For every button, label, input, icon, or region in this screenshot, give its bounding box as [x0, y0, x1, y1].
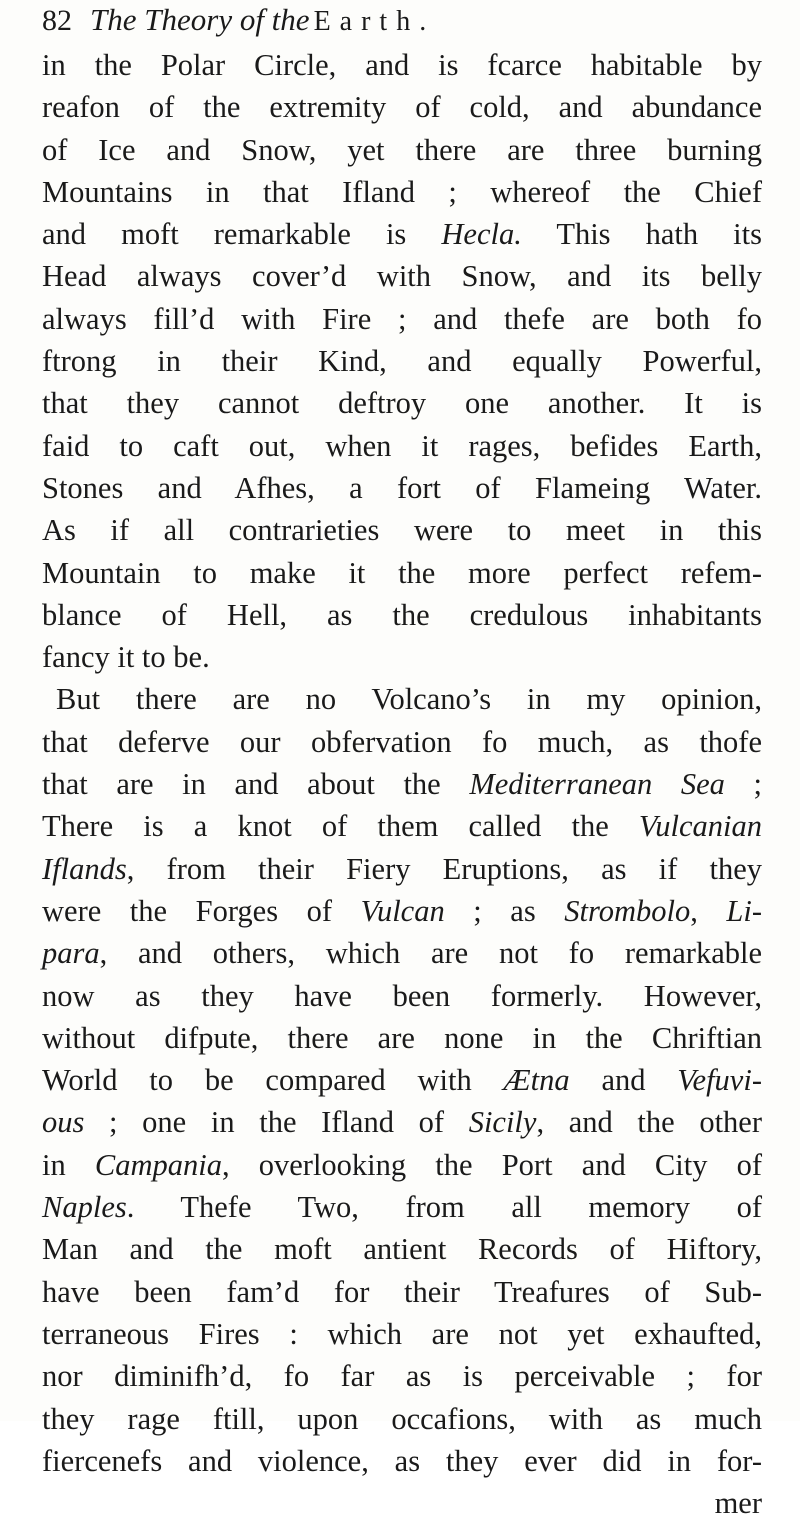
text-line: faid to caft out, when it rages, befides Earth,	[42, 428, 762, 463]
text-line: terraneous Fires : which are not yet exhaufted,	[42, 1316, 762, 1351]
text-line: As if all contrarieties were to meet in this	[42, 513, 762, 548]
text-line: nor diminifh’d, fo far as is perceivable ; for	[42, 1359, 762, 1394]
running-head-title: The Theory of the	[90, 2, 310, 37]
page-number: 82	[42, 4, 72, 37]
place-name-vesuvius: ous	[42, 1105, 85, 1140]
place-name-islands: Iflands	[42, 851, 127, 886]
text-line: always fill’d with Fire ; and thefe are both fo	[42, 301, 762, 336]
text-span: This hath its	[521, 217, 762, 252]
text-span: , and others, which are not fo remarkable	[99, 936, 762, 971]
text-span: ;	[724, 767, 762, 802]
text-span: There is a knot of them called the	[42, 809, 639, 844]
text-span: and moft remarkable is	[42, 217, 442, 252]
place-name-lipara: para	[42, 936, 100, 971]
text-line: fancy it to be.	[42, 640, 210, 675]
place-name-hecla: Hecla.	[441, 217, 522, 252]
text-span: World to be compared with	[42, 1063, 504, 1098]
text-span: ,	[690, 893, 727, 928]
text-span: were the Forges of	[42, 893, 361, 928]
text-line: in the Polar Circle, and is fcarce habitable by	[42, 48, 762, 82]
text-line: Mountain to make it the more perfect refem-	[42, 555, 762, 590]
text-line: reafon of the extremity of cold, and abundance	[42, 90, 762, 125]
text-span: ; one in the Ifland of	[84, 1105, 469, 1140]
place-name-stromboli: Strombolo	[564, 893, 691, 928]
text-line: they rage ftill, upon occafions, with as much	[42, 1401, 762, 1436]
text-span: , and the other	[536, 1105, 762, 1140]
place-name-mediterranean: Mediterranean Sea	[469, 767, 725, 802]
text-line	[42, 1059, 762, 1101]
place-name-campania: Campania	[94, 1147, 222, 1182]
text-line: But there are no Volcano’s in my opinion,	[56, 682, 762, 717]
text-line: have been fam’d for their Treafures of Sub-	[42, 1274, 762, 1309]
text-span: , from their Fiery Eruptions, as if they	[126, 851, 762, 886]
body-text	[42, 44, 762, 1524]
place-name-naples: Naples	[42, 1190, 127, 1225]
text-line: blance of Hell, as the credulous inhabitants	[42, 597, 762, 632]
text-line	[42, 805, 762, 847]
text-line	[42, 763, 762, 805]
text-line: ftrong in their Kind, and equally Powerful,	[42, 344, 762, 379]
text-span: . Thefe Two, from all memory of	[126, 1190, 762, 1225]
running-head-title-caps: Earth.	[313, 6, 436, 37]
text-line: without difpute, there are none in the Chriftian	[42, 1020, 762, 1055]
place-name-vesuvius: Vefuvi-	[677, 1063, 762, 1098]
text-line: of Ice and Snow, yet there are three burning	[42, 132, 762, 167]
name-vulcan: Vulcan	[360, 893, 445, 928]
text-line: that deferve our obfervation fo much, as thofe	[42, 724, 762, 759]
text-line	[42, 213, 762, 255]
text-line	[42, 1186, 762, 1228]
text-line	[42, 890, 762, 932]
text-line: Mountains in that Ifland ; whereof the Chief	[42, 174, 762, 209]
place-name-vulcanian: Vulcanian	[638, 809, 762, 844]
text-line	[42, 848, 762, 890]
text-line: Man and the moft antient Records of Hiftory,	[42, 1232, 762, 1267]
text-line	[42, 1101, 762, 1143]
text-line	[42, 932, 762, 974]
text-span: ; as	[444, 893, 565, 928]
text-line	[42, 1144, 762, 1186]
catchword: mer	[714, 1486, 762, 1521]
text-line: Stones and Afhes, a fort of Flameing Water.	[42, 470, 762, 505]
running-head	[42, 0, 435, 40]
text-line: that they cannot deftroy one another. It is	[42, 386, 762, 421]
text-span: , overlooking the Port and City of	[221, 1147, 763, 1182]
text-span: in	[42, 1147, 95, 1182]
text-line: fiercenefs and violence, as they ever did in for-	[42, 1443, 762, 1478]
text-span: and	[569, 1063, 678, 1098]
place-name-aetna: Ætna	[503, 1063, 570, 1098]
place-name-sicily: Sicily	[468, 1105, 537, 1140]
text-line: Head always cover’d with Snow, and its belly	[42, 259, 762, 294]
place-name-lipara: Li-	[726, 893, 762, 928]
text-span: that are in and about the	[42, 767, 470, 802]
text-line: now as they have been formerly. However,	[42, 978, 762, 1013]
